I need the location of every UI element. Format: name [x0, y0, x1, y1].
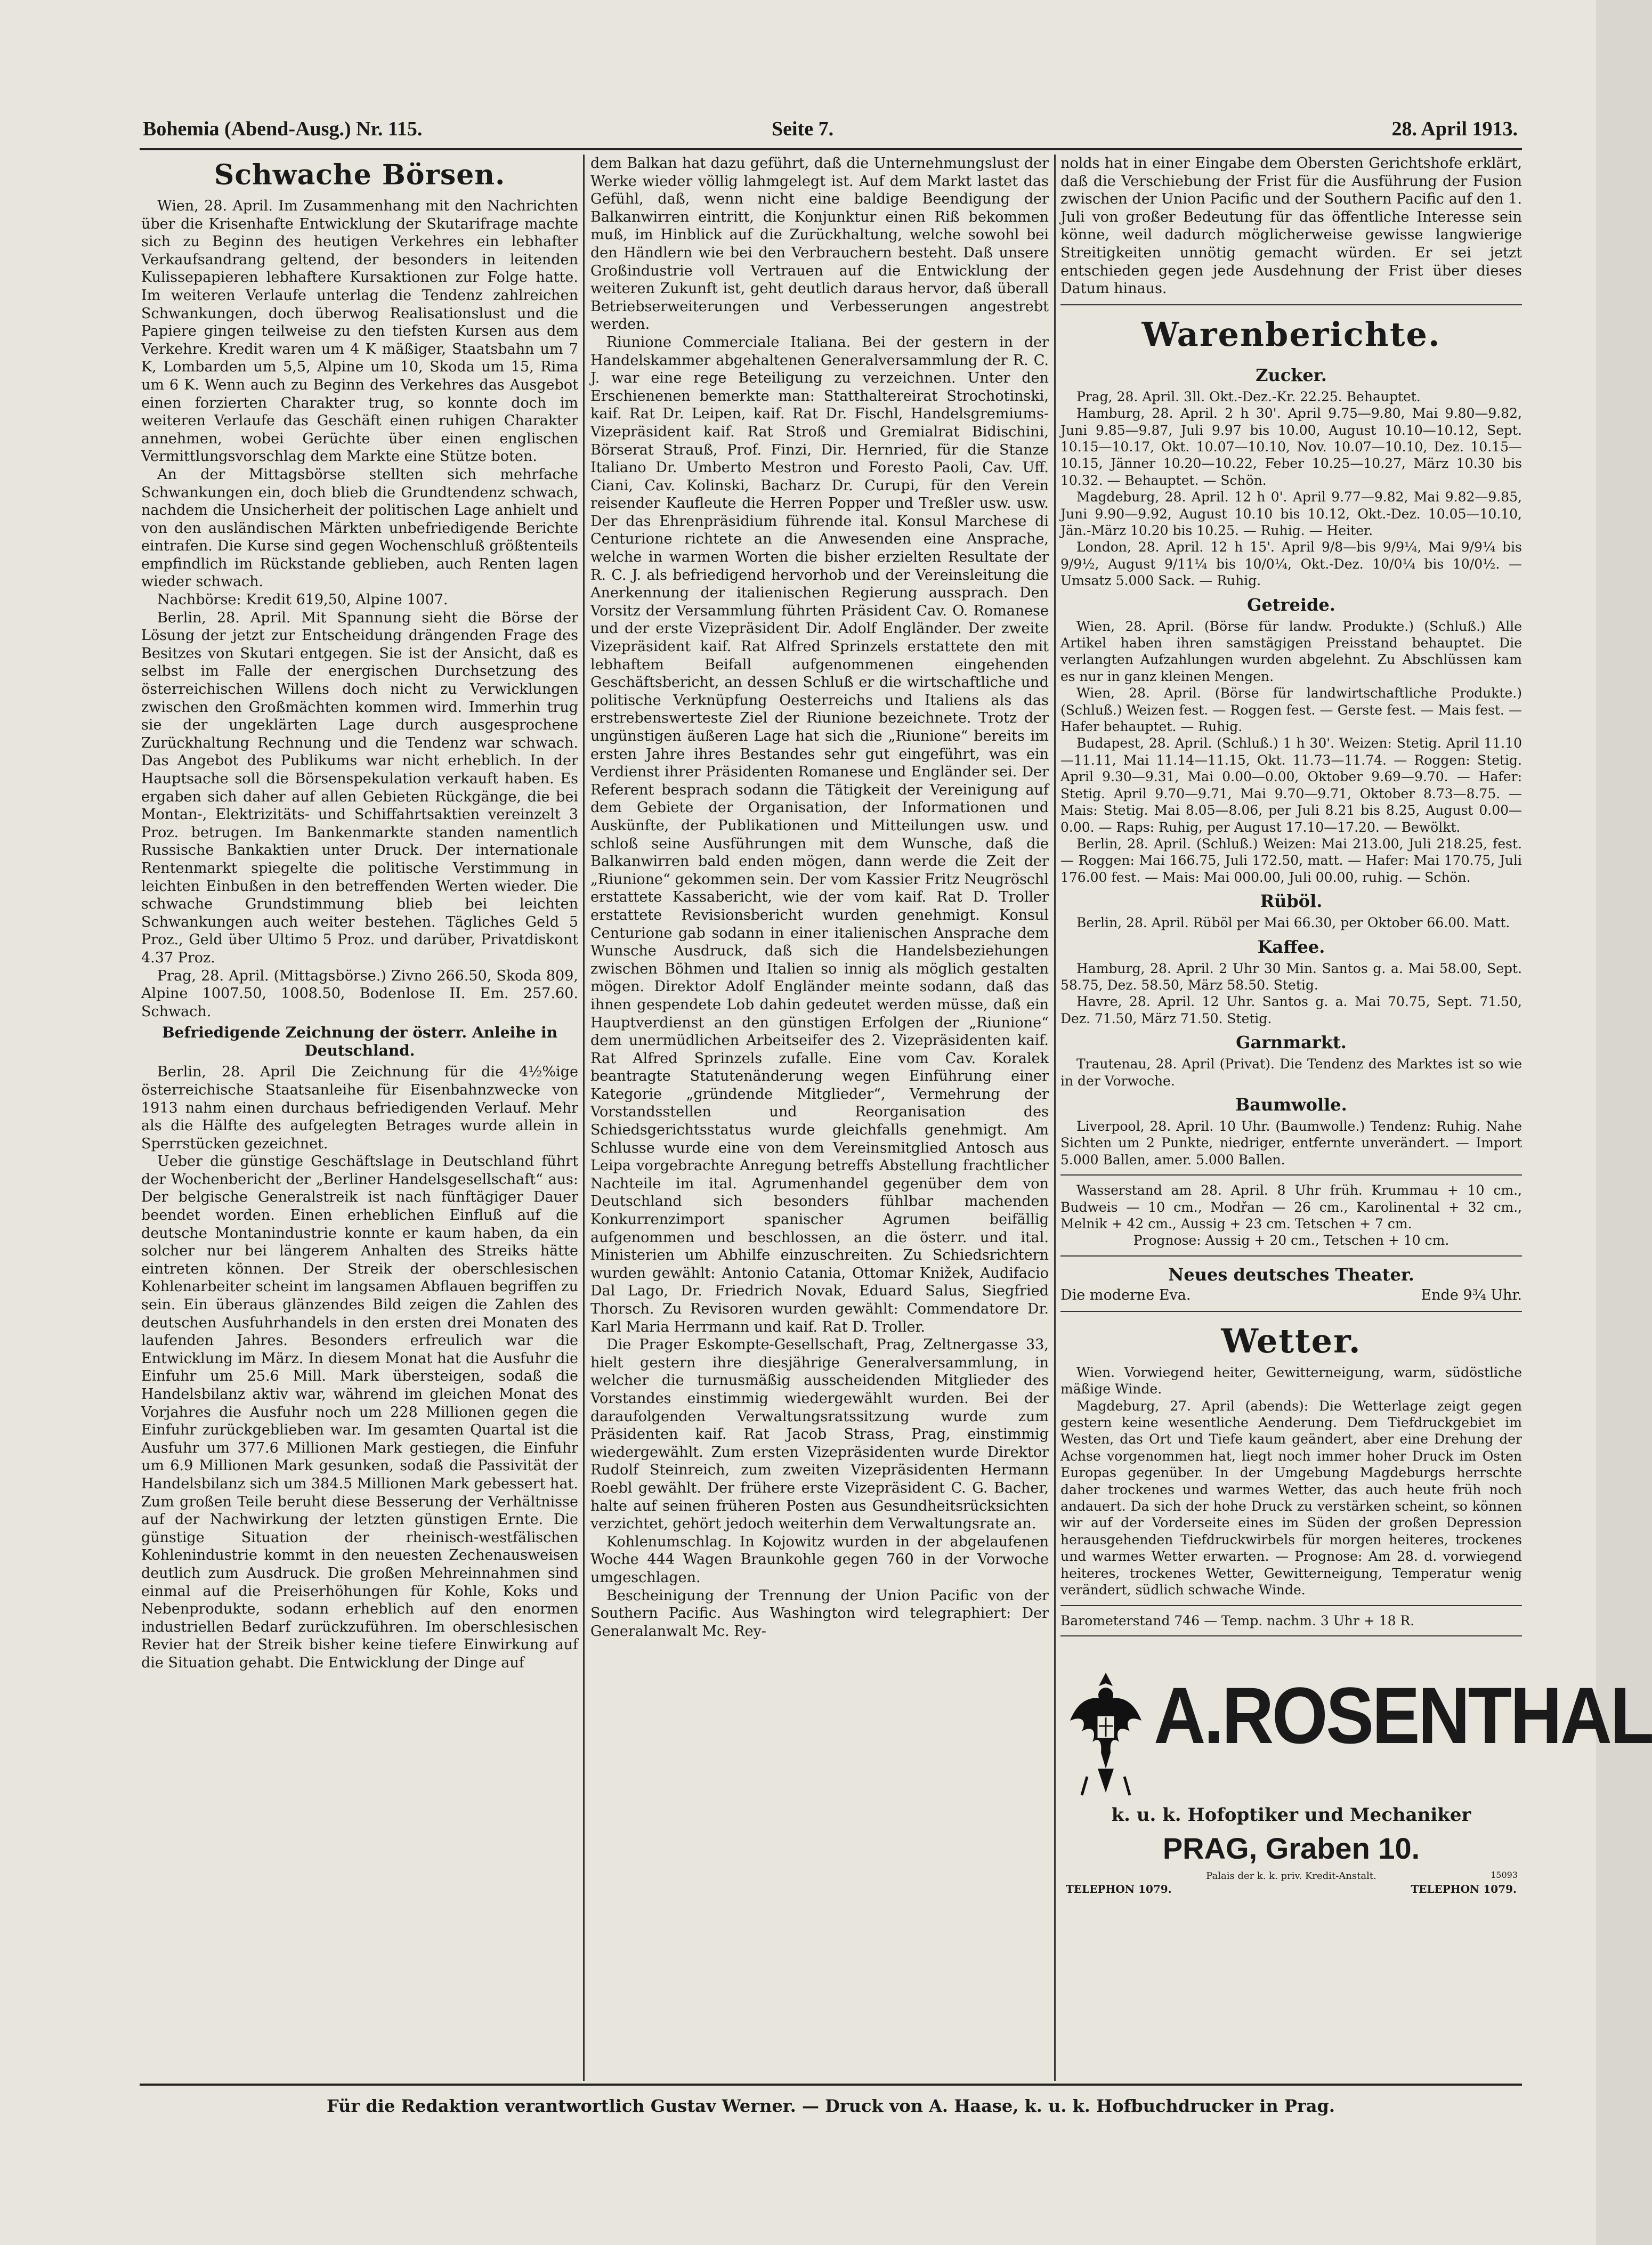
page-footer-imprint: Für die Redaktion verantwortlich Gustav Werner. — Druck von A. Haase, k. u. k. Hofbuchdrucker in Prag.	[327, 2096, 1335, 2116]
market-report: Havre, 28. April. 12 Uhr. Santos g. a. Mai 70.75, Sept. 71.50, Dez. 71.50, März 71.50. Stetig.	[1060, 994, 1522, 1026]
double-eagle-icon	[1066, 1662, 1146, 1801]
article-paragraph: dem Balkan hat dazu geführt, daß die Unternehmungslust der Werke wieder völlig lahmgelegt ist. Auf dem Markt lastet das Gefühl, daß, wenn nicht eine baldige Beendigung der Balkanwirren eintritt, die Konjunktur einen Riß bekommen muß, im Hinblick auf die Zurückhaltung, welche sowohl bei den Händlern wie bei den Verbrauchern besteht. Daß unsere Großindustrie voll Vertrauen auf die Entwicklung der weiteren Zukunft ist, geht deutlich daraus hervor, daß überall Betriebserweiterungen und Verbesserungen angestrebt werden.	[590, 155, 1049, 333]
market-report: Wien, 28. April. (Börse für landwirtschaftliche Produkte.) (Schluß.) Weizen fest. — Roggen fest. — Gerste fest. — Mais fest. — Hafer behauptet. — Ruhig.	[1060, 685, 1522, 735]
market-report: Berlin, 28. April. Rüböl per Mai 66.30, per Oktober 66.00. Matt.	[1076, 915, 1510, 931]
water-level-report: Wasserstand am 28. April. 8 Uhr früh. Krummau + 10 cm., Budweis — 10 cm., Modřan — 26 cm., Karolinental + 32 cm., Melnik + 42 cm., Aussig + 23 cm. Tetschen + 7 cm.	[1060, 1182, 1522, 1231]
subsection-title-kaffee: Kaffee.	[1257, 936, 1325, 957]
article-paragraph: nolds hat in einer Eingabe dem Obersten Gerichtshofe erklärt, daß die Verschiebung der Frist für die Ausführung der Fusion zwischen der Union Pacific und der Southern Pacific auf den 1. Juli von großer Bedeutung für das öffentliche Interesse sein könne, weil dadurch möglicherweise gewisse langwierige Streitigkeiten unnötig gemacht würden. Er sei jetzt entschieden gegen jede Ausdehnung der Frist über dieses Datum hinaus.	[1060, 155, 1522, 297]
section-rule	[1060, 1605, 1522, 1606]
section-title-warenberichte: Warenberichte.	[1141, 314, 1441, 354]
subsection-title-getreide: Getreide.	[1247, 594, 1335, 615]
header-rule	[140, 148, 1522, 150]
header-edition: Bohemia (Abend-Ausg.) Nr. 115.	[143, 118, 423, 140]
header-page-number: Seite 7.	[772, 118, 834, 140]
market-report: Wien, 28. April. (Börse für landw. Produkte.) (Schluß.) Alle Artikel haben ihren samstägigen Preisstand behauptet. Die verlangten Aufzahlungen wurden abgelehnt. Zu Abschlüssen kam es nur in ganz kleinen Mengen.	[1060, 618, 1522, 684]
ad-telephone-right: TELEPHON 1079.	[1411, 1882, 1517, 1895]
market-report: Trautenau, 28. April (Privat). Die Tendenz des Marktes ist so wie in der Vorwoche.	[1060, 1056, 1522, 1089]
article-subheading-anleihe: Befriedigende Zeichnung der österr. Anleihe in Deutschland.	[161, 1024, 558, 1060]
market-report: Prag, 28. April. 3ll. Okt.-Dez.-Kr. 22.25. Behauptet.	[1076, 388, 1421, 404]
ad-telephone-left: TELEPHON 1079.	[1066, 1882, 1172, 1895]
footer-rule	[140, 2084, 1522, 2086]
ad-palais: Palais der k. k. priv. Kredit-Anstalt.	[1206, 1870, 1376, 1882]
article-paragraph: Kohlenumschlag. In Kojowitz wurden in der abgelaufenen Woche 444 Wagen Braunkohle gegen 760 in der Vorwoche umgeschlagen.	[590, 1533, 1049, 1586]
subsection-title-zucker: Zucker.	[1256, 364, 1327, 385]
market-report: Berlin, 28. April. (Schluß.) Weizen: Mai 213.00, Juli 218.25, fest. — Roggen: Mai 166.75, Juli 172.50, matt. — Hafer: Mai 170.75, Juli 176.00 fest. — Mais: Mai 000.00, Juli 00.00, ruhig. — Schön.	[1060, 836, 1522, 885]
ad-company-name: A.ROSENTHAL	[1154, 1670, 1652, 1760]
article-paragraph: Die Prager Eskompte-Gesellschaft, Prag, Zeltnergasse 33, hielt gestern ihre diesjährige Generalversammlung, in welcher die turnusmäßig ausscheidenden Mitglieder des Vorstandes einstimmig wiedergewählt wurden. Bei der daraufolgenden Verwaltungsratssitzung wurde zum Präsidenten kaif. Rat Jacob Strass, Prag, einstimmig wiedergewählt. Zum ersten Vizepräsidenten wurde Direktor Rudolf Steinreich, zum zweiten Vizepräsidenten Hermann Roebl gewählt. Der frühere erste Vizepräsident C. G. Bacher, halte auf seinen früheren Posten aus Gesundheitsrücksichten verzichtet, gehört jedoch weiterhin dem Verwaltungsrate an.	[590, 1336, 1049, 1533]
theater-program	[1060, 1286, 1522, 1304]
market-report: Hamburg, 28. April. 2 Uhr 30 Min. Santos g. a. Mai 58.00, Sept. 58.75, Dez. 58.50, März 58.50. Stetig.	[1060, 960, 1522, 993]
article-paragraph: Bescheinigung der Trennung der Union Pacific von der Southern Pacific. Aus Washington wird telegraphiert: Der Generalanwalt Mc. Rey-	[590, 1587, 1049, 1640]
section-rule	[1060, 1255, 1522, 1257]
barometer-reading: Barometerstand 746 — Temp. nachm. 3 Uhr + 18 R.	[1060, 1612, 1415, 1628]
weather-report: Magdeburg, 27. April (abends): Die Wetterlage zeigt gegen gestern keine wesentliche Aenderung. Dem Tiefdruckgebiet im Westen, das Ort und Tiefe kaum geändert, aber eine Drehung der Achse vorgenommen hat, liegt noch immer hoher Druck im Osten Europas gegenüber. In der Umgebung Magdeburgs herrschte daher trockenes und warmes Wetter, das auch heute früh noch andauert. Da sich der hohe Druck zu verstärken scheint, so können wir auf der Vorderseite eines im Süden der großen Depression herausgehenden Tiefdruckwirbels für morgen heiteres, trockenes und warmes Wetter erwarten. — Prognose: Am 28. d. vorwiegend heiteres, trockenes Wetter, Gewitterneigung, Temperatur wenig verändert, südlich schwache Winde.	[1060, 1398, 1522, 1598]
section-rule	[1060, 1311, 1522, 1312]
article-paragraph: An der Mittagsbörse stellten sich mehrfache Schwankungen ein, doch blieb die Grundtendenz schwach, nachdem die Unsicherheit der politischen Lage anhielt und von den ausländischen Märkten unbefriedigende Berichte eintrafen. Die Kurse sind gegen Wochenschluß größtenteils empfindlich im Rückstande geblieben, auch Renten lagen wieder schwach.	[141, 466, 578, 590]
market-report: Magdeburg, 28. April. 12 h 0'. April 9.77—9.82, Mai 9.82—9.85, Juni 9.90—9.92, August 10.10 bis 10.12, Okt.-Dez. 10.05—10.10, Jän.-März 10.20 bis 10.25. — Ruhig. — Heiter.	[1060, 489, 1522, 538]
market-report: Liverpool, 28. April. 10 Uhr. (Baumwolle.) Tendenz: Ruhig. Nahe Sichten um 2 Punkte, niedriger, entfernte unverändert. — Import 5.000 Ballen, amer. 5.000 Ballen.	[1060, 1118, 1522, 1168]
article-paragraph: Nachbörse: Kredit 619,50, Alpine 1007.	[157, 591, 448, 609]
water-level-prognosis: Prognose: Aussig + 20 cm., Tetschen + 10 cm.	[1133, 1233, 1449, 1249]
page-header	[143, 113, 1518, 145]
article-paragraph: Riunione Commerciale Italiana. Bei der gestern in der Handelskammer abgehaltenen Generalversammlung der R. C. J. war eine rege Beteiligung zu verzeichnen. Unter den Erschienenen bemerkte man: Statthaltereirat Strochotinski, kaif. Rat Dr. Leipen, kaif. Rat Dr. Fischl, Handelsgremiums-Vizepräsident kaif. Rat Stroß und Gremialrat Bidischini, Börserat Strauß, Prof. Finzi, Dir. Hernried, für die Stanze Italiano Dr. Umberto Mestron und Foresto Paoli, Cav. Uff. Ciani, Cav. Kolinski, Bacharz Dr. Curupi, für den Verein reisender Kaufleute die Herren Popper und Treßler usw. usw. Der das Ehrenpräsidium führende ital. Konsul Marchese di Centurione richtete an die Anwesenden eine Ansprache, welche in warmen Worten die bisher erzielten Resultate der R. C. J. als befriedigend hervorhob und der Vereinsleitung die Anerkennung der italienischen Regierung aussprach. Den Vorsitz der Versammlung führten Präsident Cav. O. Romanese und der erste Vizepräsident Dir. Adolf Engländer. Der zweite Vizepräsident kaif. Rat Alfred Sprinzels erstattete den mit lebhaftem Beifall aufgenommenen eingehenden Geschäftsbericht, an dessen Schluß er die wirtschaftliche und politische Verknüpfung Oesterreichs und Italiens als das erstrebenswerteste Ziel der Riunione bezeichnete. Trotz der ungünstigen äußeren Lage hat sich die „Riunione“ bereits im ersten Jahre ihres Bestandes sehr gut eingeführt, was ein Verdienst ihrer Präsidenten Romanese und Engländer sei. Der Referent besprach sodann die Tätigkeit der Vereinigung auf dem Gebiete der Organisation, der Informationen und Auskünfte, der Publikationen und Mitteilungen usw. und schloß seine Ausführungen mit dem Wunsche, daß die Balkanwirren bald enden mögen, dann werde die Zeit der „Riunione“ gekommen sein. Der vom Kassier Fritz Neugröschl erstattete Kassabericht, wie der vom kaif. Rat D. Troller erstattete Revisionsbericht wurden genehmigt. Konsul Centurione gab sodann in einer italienischen Ansprache dem Wunsche Ausdruck, daß sich die Handelsbeziehungen zwischen Böhmen und Italien so innig als möglich gestalten mögen. Direktor Adolf Engländer meinte sodann, daß das ihnen gespendete Lob dahin gedeutet werden müsse, daß ein Hauptverdienst an den günstigen Erfolgen der „Riunione“ dem unermüdlichen Arbeitseifer des 2. Vizepräsidenten kaif. Rat Alfred Sprinzels zufalle. Eine vom Cav. Koralek beantragte Statutenänderung wegen Einführung einer Kategorie „gründende Mitglieder“, Vermehrung der Vorstandsstellen und Reorganisation des Schiedsgerichtsstatus wurde gleichfalls genehmigt. Am Schlusse wurde eine von dem Vereinsmitglied Antosch aus Leipa vorgebrachte Anregung betreffs Abstellung frachtlicher Nachteile im ital. Agrumenhandel gegenüber dem von Deutschland sich besonders fühlbar machenden Konkurrenzimport spanischer Agrumen beifällig aufgenommen und beschlossen, an die österr. und ital. Ministerien um Abhilfe einzuschreiten. Zu Schiedsrichtern wurden gewählt: Antonio Catania, Ottomar Knižek, Audifacio Dal Lago, Dr. Friedrich Novak, Eduard Salus, Siegfried Thorsch. Zu Revisoren wurden gewählt: Commendatore Dr. Karl Maria Herrmann und kaif. Rat D. Troller.	[590, 334, 1049, 1335]
ad-profession: k. u. k. Hofoptiker und Mechaniker	[1111, 1804, 1471, 1826]
section-rule	[1060, 1174, 1522, 1176]
article-title-schwache-boersen: Schwache Börsen.	[214, 159, 506, 191]
header-date: 28. April 1913.	[1391, 118, 1518, 140]
article-paragraph: Wien, 28. April. Im Zusammenhang mit den Nachrichten über die Krisenhafte Entwicklung der Skutarifrage machte sich zu Beginn des heutigen Verkehres ein lebhafter Verkaufsandrang geltend, der besonders in leitenden Kulissepapieren lebhaftere Kursaktionen zur Folge hatte. Im weiteren Verlaufe unterlag die Tendenz zahlreichen Schwankungen, doch überwog Realisationslust und die Papiere gingen teilweise zu den tiefsten Kursen aus dem Verkehre. Kredit waren um 4 K mäßiger, Staatsbahn um 7 K, Lombarden um 5,5, Alpine um 10, Skoda um 15, Rima um 6 K. Wenn auch zu Beginn des Verkehres das Ausgebot einen forzierten Charakter trug, so konnte doch im weiteren Verlaufe das Geschäft einen ruhigen Charakter annehmen, wobei Gerüchte über einen englischen Vermittlungsvorschlag dem Markte eine Stütze boten.	[141, 198, 578, 465]
column-2	[590, 155, 1049, 2078]
subsection-title-garnmarkt: Garnmarkt.	[1236, 1032, 1347, 1053]
market-report: Budapest, 28. April. (Schluß.) 1 h 30'. Weizen: Stetig. April 11.10—11.11, Mai 11.14—11.15, Okt. 11.73—11.74. — Roggen: Stetig. April 9.30—9.31, Mai 0.00—0.00, Oktober 9.69—9.70. — Hafer: Stetig. April 9.70—9.71, Mai 9.70—9.71, Oktober 8.73—8.75. — Mais: Stetig. Mai 8.05—8.06, per Juli 8.21 bis 8.25, August 0.00—0.00. — Raps: Ruhig, per August 17.10—17.20. — Bewölkt.	[1060, 735, 1522, 835]
column-divider-1	[583, 155, 585, 2081]
weather-report: Wien. Vorwiegend heiter, Gewitterneigung, warm, südöstliche mäßige Winde.	[1060, 1364, 1522, 1397]
market-report: London, 28. April. 12 h 15'. April 9/8—bis 9/9¼, Mai 9/9¼ bis 9/9½, August 9/11¼ bis 10/0¼, Okt.-Dez. 10/0¼ bis 10/0½. — Umsatz 5.000 Sack. — Ruhig.	[1060, 539, 1522, 589]
subsection-title-baumwolle: Baumwolle.	[1235, 1094, 1347, 1115]
ad-address: PRAG, Graben 10.	[1162, 1831, 1420, 1865]
theater-title: Neues deutsches Theater.	[1168, 1264, 1414, 1285]
article-paragraph: Ueber die günstige Geschäftslage in Deutschland führt der Wochenbericht der „Berliner Handelsgesellschaft“ aus: Der belgische Generalstreik ist nach fünftägiger Dauer beendet worden. Einen erheblichen Einfluß auf die deutsche Montanindustrie konnte er kaum haben, da ein solcher nur bei längerem Anhalten des Streiks hätte eintreten können. Der Streik der oberschlesischen Kohlenarbeiter scheint im langsamen Abflauen begriffen zu sein. Ein überaus glänzendes Bild zeigen die Zahlen des deutschen Ausfuhrhandels in den ersten drei Monaten des laufenden Jahres. Besonders erfreulich war die Entwicklung im März. In diesem Monat hat die Ausfuhr die Einfuhr um 25.6 Mill. Mark übersteigen, sodaß die Handelsbilanz aktiv war, während im gleichen Monat des Vorjahres die Ausfuhr noch um 228 Millionen gegen die Einfuhr zurückgeblieben war. Im gesamten Quartal ist die Ausfuhr um 377.6 Millionen Mark gestiegen, die Einfuhr um 6.9 Millionen Mark gesunken, sodaß die Passivität der Handelsbilanz sich um 384.5 Millionen Mark gebessert hat. Zum großen Teile beruht diese Besserung der Verhältnisse auf der Nachwirkung der letzten günstigen Ernte. Die günstige Situation der rheinisch-westfälischen Kohlenindustrie kommt in den neuesten Zechenausweisen deutlich zum Ausdruck. Die großen Mehreinnahmen sind einmal auf die Preiserhöhungen für Kohle, Koks und Nebenprodukte, sodann erheblich auf den enormen industriellen Bedarf zurückzuführen. Im oberschlesischen Revier hat der Streik bisher keine tiefere Einwirkung auf die Situation gehabt. Die Entwicklung der Dinge auf	[141, 1153, 578, 1671]
market-report: Hamburg, 28. April. 2 h 30'. April 9.75—9.80, Mai 9.80—9.82, Juni 9.85—9.87, Juli 9.97 bis 10.00, August 10.10—10.12, Sept. 10.15—10.17, Okt. 10.07—10.10, Nov. 10.07—10.10, Dez. 10.15—10.15, Jänner 10.20—10.22, Feber 10.25—10.27, März 10.30 bis 10.32. — Behauptet. — Schön.	[1060, 406, 1522, 488]
column-divider-2	[1054, 155, 1056, 2081]
section-rule	[1060, 304, 1522, 305]
column-3	[1060, 155, 1652, 2078]
theater-end-time: Ende 9¾ Uhr.	[1421, 1286, 1522, 1303]
section-title-wetter: Wetter.	[1221, 1321, 1362, 1360]
article-paragraph: Prag, 28. April. (Mittagsbörse.) Zivno 266.50, Skoda 809, Alpine 1007.50, 1008.50, Bodenlose II. Em. 257.60. Schwach.	[141, 967, 578, 1020]
section-rule	[1060, 1635, 1522, 1636]
article-paragraph: Berlin, 28. April Die Zeichnung für die 4½%ige österreichische Staatsanleihe für Eisenbahnzwecke von 1913 nahm einen durchaus befriedigenden Verlauf. Mehr als die Hälfte des aufgelegten Betrages wurde allein in Sperrstücken gezeichnet.	[141, 1064, 578, 1152]
ad-code: 15093	[1491, 1869, 1518, 1880]
column-1	[141, 155, 578, 2078]
article-paragraph: Berlin, 28. April. Mit Spannung sieht die Börse der Lösung der jetzt zur Entscheidung drängenden Frage des Besitzes von Skutari entgegen. Sie ist der Ansicht, daß es selbst im Falle der energischen Durchsetzung des österreichischen Willens doch nicht zu Verwicklungen zwischen den Großmächten kommen wird. Immerhin trug sie der ungeklärten Lage durch ausgesprochene Zurückhaltung Rechnung und die Tendenz war schwach. Das Angebot des Publikums war nicht erheblich. In der Hauptsache soll die Börsenspekulation verkauft haben. Es ergaben sich daher auf allen Gebieten Rückgänge, die bei Montan-, Elektrizitäts- und Schiffahrtsaktien vereinzelt 3 Proz. betrugen. Im Bankenmarkte standen namentlich Russische Bankaktien unter Druck. Der internationale Rentenmarkt spiegelte die politische Verstimmung in leichten Einbußen in den betreffenden Werten wieder. Die schwache Grundstimmung blieb bei leichten Schwankungen auch weiter bestehen. Tägliches Geld 5 Proz., Geld über Ultimo 5 Proz. und darüber, Privatdiskont 4.37 Proz.	[141, 609, 578, 966]
subsection-title-ruboel: Rüböl.	[1260, 891, 1323, 912]
advertisement-rosenthal	[1060, 1646, 1652, 1897]
theater-play: Die moderne Eva.	[1060, 1286, 1191, 1303]
